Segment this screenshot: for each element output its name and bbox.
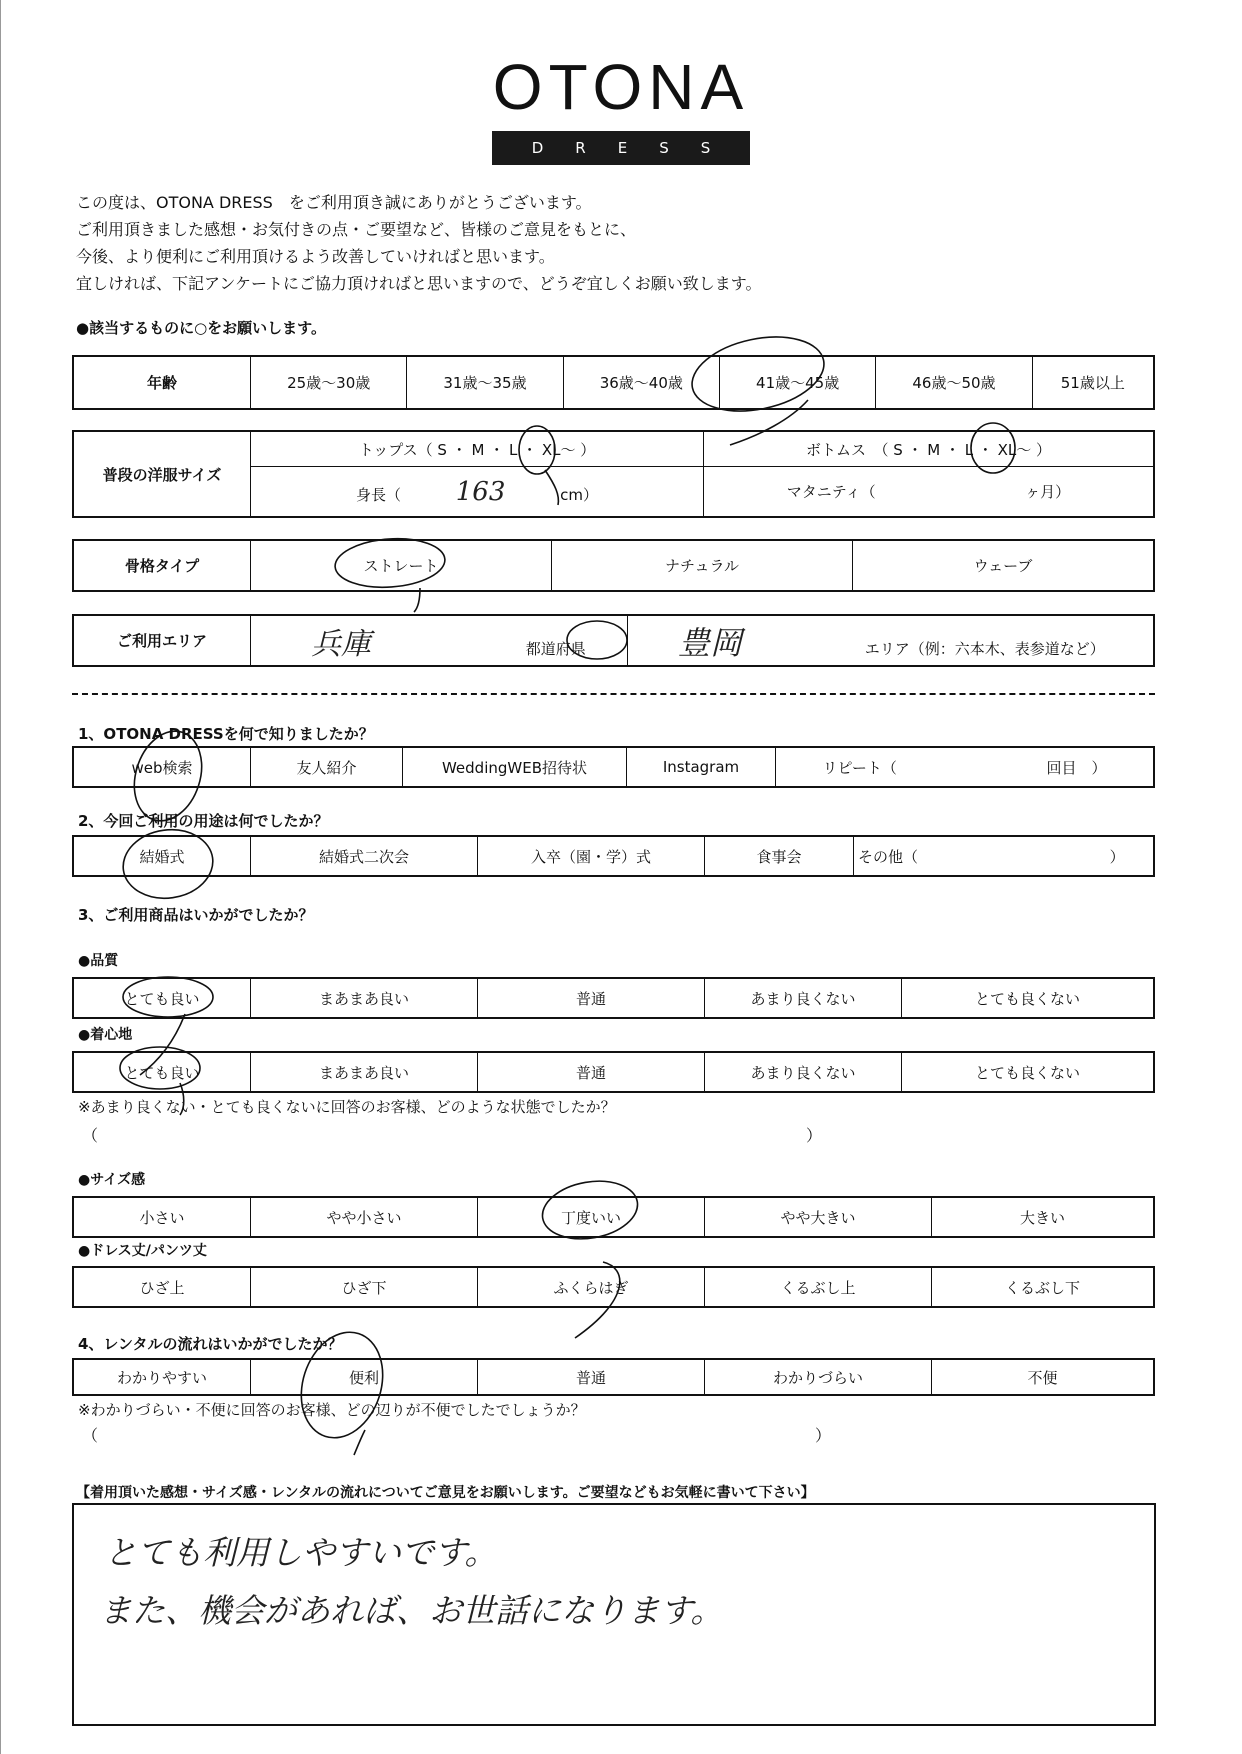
q1-option-selected[interactable]: web検索 <box>73 747 251 787</box>
instruction: ●該当するものに○をお願いします。 <box>76 319 326 337</box>
fit-option[interactable]: 小さい <box>73 1197 251 1237</box>
other-label: その他（ <box>858 847 919 866</box>
height-unit: cm） <box>560 485 599 504</box>
comfort-option[interactable]: あまり良くない <box>705 1052 902 1092</box>
comfort-label: ●着心地 <box>78 1027 133 1043</box>
circle-mark-body <box>333 535 446 591</box>
fit-option[interactable]: やや小さい <box>251 1197 478 1237</box>
stroke-mark <box>545 470 558 505</box>
fit-option[interactable]: 大きい <box>932 1197 1155 1237</box>
circle-mark-q1 <box>123 722 212 829</box>
logo-dress: DRESS <box>492 131 750 165</box>
q1-title: 1、OTONA DRESSを何で知りましたか？ <box>78 725 374 743</box>
intro-line: 宜しければ、下記アンケートにご協力頂ければと思いますので、どうぞ宜しくお願い致します。 <box>76 274 762 293</box>
area-example: エリア（例：六本木、表参道など） <box>864 639 1105 658</box>
quality-option[interactable]: 普通 <box>478 978 705 1018</box>
length-option[interactable]: くるぶし下 <box>932 1267 1155 1307</box>
comfort-option-selected[interactable]: とても良い <box>73 1052 251 1092</box>
age-option-selected[interactable]: 41歳～45歳 <box>719 356 875 409</box>
age-option[interactable]: 46歳～50歳 <box>876 356 1032 409</box>
comment-line: とても利用しやすいです。 <box>104 1533 498 1572</box>
paren-open: （ <box>82 1126 99 1145</box>
body-type-option[interactable]: ナチュラル <box>552 540 853 591</box>
logo-otona: OTONA <box>492 51 750 123</box>
q4-paren-open: （ <box>82 1426 99 1445</box>
tops-size[interactable]: トップス（ S ・ M ・ L ・ XL～ ） <box>251 431 704 467</box>
fit-option-selected[interactable]: 丁度いい <box>478 1197 705 1237</box>
circle-mark-q2 <box>119 824 218 904</box>
prefecture-label: 都道府県 <box>525 639 586 658</box>
q2-option-selected[interactable]: 結婚式 <box>73 836 251 876</box>
intro-line: この度は、OTONA DRESS をご利用頂き誠にありがとうございます。 <box>76 193 592 212</box>
quality-option-selected[interactable]: とても良い <box>73 978 251 1018</box>
q1-option[interactable]: WeddingWEB招待状 <box>403 747 627 787</box>
q4-paren-close: ） <box>815 1426 832 1445</box>
age-option[interactable]: 25歳～30歳 <box>251 356 407 409</box>
area-value: 豊岡 <box>678 623 743 662</box>
length-option-selected[interactable]: ふくらはぎ <box>478 1267 705 1307</box>
stroke-mark <box>575 1262 620 1338</box>
repeat-label: リピート（ <box>822 758 897 777</box>
paren-close: ） <box>806 1126 823 1145</box>
q1-option[interactable]: Instagram <box>627 747 776 787</box>
comfort-option[interactable]: とても良くない <box>902 1052 1155 1092</box>
q4-option-selected[interactable]: 便利 <box>251 1359 478 1395</box>
circle-mark-fit <box>538 1174 642 1246</box>
bottoms-size[interactable]: ボトムス （ S ・ M ・ L ・ XL～ ） <box>704 431 1155 467</box>
circle-mark-tops <box>519 426 555 474</box>
quality-option[interactable]: あまり良くない <box>705 978 902 1018</box>
size-label: 普段の洋服サイズ <box>73 431 251 517</box>
length-option[interactable]: くるぶし上 <box>705 1267 932 1307</box>
maternity-label: マタニティ（ <box>786 483 876 502</box>
circle-mark-quality <box>123 977 213 1017</box>
age-label: 年齢 <box>73 356 251 409</box>
length-option[interactable]: ひざ上 <box>73 1267 251 1307</box>
quality-option[interactable]: とても良くない <box>902 978 1155 1018</box>
stroke-mark <box>180 1083 184 1115</box>
q4-option[interactable]: わかりづらい <box>705 1359 932 1395</box>
prefecture-value: 兵庫 <box>311 626 371 662</box>
q4-title: 4、レンタルの流れはいかがでしたか？ <box>78 1335 343 1353</box>
fit-option[interactable]: やや大きい <box>705 1197 932 1237</box>
comfort-option[interactable]: まあまあ良い <box>251 1052 478 1092</box>
circle-mark-bottoms <box>971 423 1015 473</box>
other-close: ） <box>1109 847 1125 866</box>
comment-title: 【着用頂いた感想・サイズ感・レンタルの流れについてご意見をお願いします。ご要望などもお気軽に書いて下さい】 <box>76 1485 815 1501</box>
q4-option[interactable]: 不便 <box>932 1359 1155 1395</box>
stroke-mark <box>140 1014 185 1075</box>
stroke-mark <box>354 1430 365 1455</box>
body-type-label: 骨格タイプ <box>73 540 251 591</box>
stroke-mark <box>414 588 420 612</box>
q2-option[interactable]: 結婚式二次会 <box>251 836 478 876</box>
q3-followup: ※あまり良くない・とても良くないに回答のお客様、どのような状態でしたか？ <box>78 1098 616 1116</box>
body-type-option[interactable]: ウェーブ <box>853 540 1155 591</box>
q2-title: 2、今回ご利用の用途は何でしたか？ <box>78 812 329 830</box>
age-option[interactable]: 36歳～40歳 <box>563 356 719 409</box>
height-value: 163 <box>455 476 506 507</box>
q4-option[interactable]: わかりやすい <box>73 1359 251 1395</box>
circle-mark-q4 <box>288 1322 396 1449</box>
height-label: 身長（ <box>355 485 401 504</box>
comfort-option[interactable]: 普通 <box>478 1052 705 1092</box>
intro-line: 今後、より便利にご利用頂けるよう改善していければと思います。 <box>76 247 555 266</box>
body-type-option-selected[interactable]: ストレート <box>251 540 552 591</box>
length-label: ●ドレス丈/パンツ丈 <box>78 1243 207 1259</box>
q1-option[interactable]: 友人紹介 <box>251 747 403 787</box>
intro-line: ご利用頂きました感想・お気付きの点・ご要望など、皆様のご意見をもとに、 <box>76 220 637 239</box>
q2-option[interactable]: 入卒（園・学）式 <box>478 836 705 876</box>
q4-followup: ※わかりづらい・不便に回答のお客様、どの辺りが不便でしたでしょうか？ <box>78 1401 586 1419</box>
age-option[interactable]: 51歳以上 <box>1032 356 1154 409</box>
circle-mark-comfort <box>120 1047 200 1089</box>
q3-title: 3、ご利用商品はいかがでしたか？ <box>78 906 314 924</box>
length-option[interactable]: ひざ下 <box>251 1267 478 1307</box>
comment-line: また、機会があれば、お世話になります。 <box>99 1591 724 1630</box>
q4-option[interactable]: 普通 <box>478 1359 705 1395</box>
maternity-unit: ヶ月） <box>1025 483 1071 502</box>
quality-label: ●品質 <box>78 953 119 969</box>
repeat-unit: 回目 ） <box>1046 758 1107 777</box>
q2-option[interactable]: 食事会 <box>705 836 854 876</box>
age-option[interactable]: 31歳～35歳 <box>407 356 563 409</box>
area-label: ご利用エリア <box>73 615 251 666</box>
quality-option[interactable]: まあまあ良い <box>251 978 478 1018</box>
circle-mark-age <box>685 326 831 422</box>
fit-label: ●サイズ感 <box>78 1172 146 1188</box>
circle-mark-prefecture <box>567 621 627 659</box>
